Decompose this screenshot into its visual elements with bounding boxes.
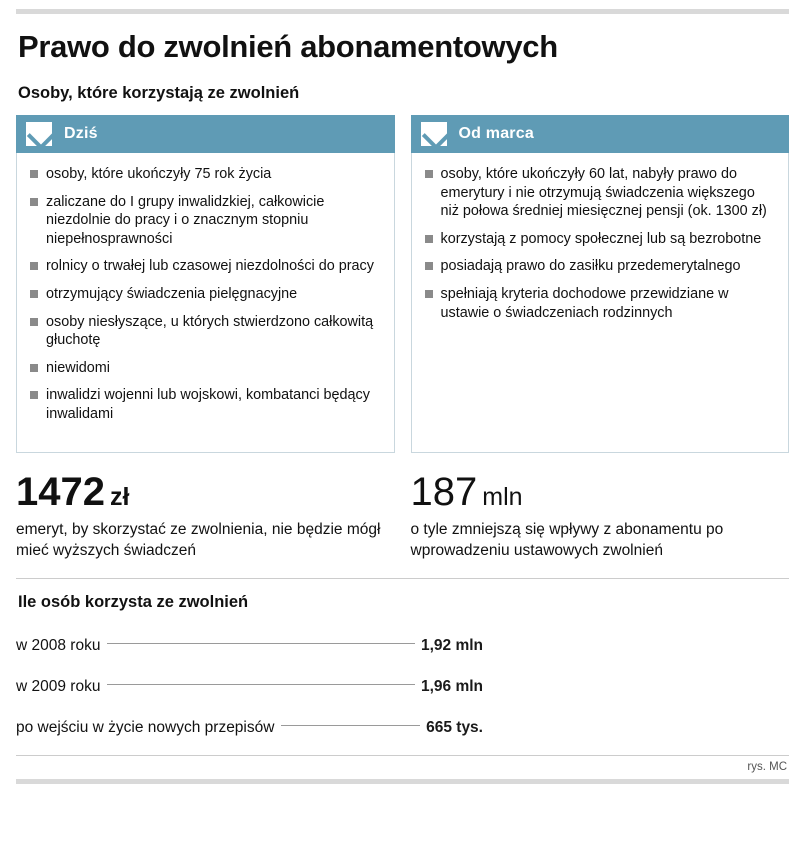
key-figure-revenue-drop (411, 471, 790, 562)
key-figure-value: 1472 (16, 470, 105, 515)
list-item: zaliczane do I grupy inwalidzkiej, całkowicie niezdolnie do pracy i o znacznym stopniu niepełnosprawności (29, 193, 382, 249)
key-figures (16, 471, 789, 562)
key-figure-unit: mln (482, 483, 523, 512)
list-item: niewidomi (29, 359, 382, 378)
chart-row-label: w 2009 roku (16, 678, 101, 696)
key-figure-value-wrap (16, 471, 395, 513)
chart-bottom-divider (16, 755, 789, 756)
chart-row-value: 1,96 mln (420, 678, 483, 696)
infographic-page (0, 9, 805, 842)
key-figure-value: 187 (410, 470, 478, 515)
leader-line (107, 684, 415, 685)
chevron-down-icon (26, 122, 52, 146)
chart-bar-track (489, 676, 789, 698)
panel-from-march-body (411, 153, 790, 453)
panel-from-march-header-label: Od marca (458, 125, 534, 143)
chart-row (16, 667, 789, 708)
list-item: posiadają prawo do zasiłku przedemerytalnego (424, 257, 777, 276)
chart-bar-track (489, 635, 789, 657)
list-item: osoby, które ukończyły 75 rok życia (29, 165, 382, 184)
list-item: korzystają z pomocy społecznej lub są bezrobotne (424, 230, 777, 249)
list-item: spełniają kryteria dochodowe przewidziane w ustawie o świadczeniach rodzinnych (424, 285, 777, 322)
panel-today-header (16, 115, 395, 153)
chart-row-value: 1,92 mln (420, 637, 483, 655)
key-figure-unit: zł (109, 483, 130, 512)
panel-today-list (29, 165, 382, 423)
panel-today-header-label: Dziś (64, 125, 98, 143)
list-item: osoby niesłyszące, u których stwierdzono całkowitą głuchotę (29, 313, 382, 350)
list-item: rolnicy o trwałej lub czasowej niezdolności do pracy (29, 257, 382, 276)
panel-from-march-header (411, 115, 790, 153)
key-figure-value-wrap (411, 471, 790, 513)
section-subtitle: Osoby, które korzystają ze zwolnień (18, 84, 300, 103)
page-title: Prawo do zwolnień abonamentowych (18, 29, 558, 64)
chart-row-label: po wejściu w życie nowych przepisów (16, 719, 275, 737)
list-item: osoby, które ukończyły 60 lat, nabyły prawo do emerytury i nie otrzymują świadczenia większego niż połowa średniej miesięcznej pensji (ok. 1300 zł) (424, 165, 777, 221)
leader-line (107, 643, 415, 644)
chart-row (16, 626, 789, 667)
key-figure-description: o tyle zmniejszą się wpływy z abonamentu po wprowadzeniu ustawowych zwolnień (410, 521, 724, 560)
credit-line: rys. MC (747, 760, 787, 773)
chart-bar-track (489, 717, 789, 739)
chart-row-value: 665 tys. (426, 719, 483, 737)
list-item: otrzymujący świadczenia pielęgnacyjne (29, 285, 382, 304)
leader-line (281, 725, 420, 726)
panel-from-march (411, 115, 790, 453)
panels-container (16, 115, 789, 453)
list-item: inwalidzi wojenni lub wojskowi, kombatanci będący inwalidami (29, 386, 382, 423)
chart-title: Ile osób korzysta ze zwolnień (18, 592, 249, 611)
chevron-down-icon (421, 122, 447, 146)
panel-from-march-list (424, 165, 777, 322)
top-divider-bar (16, 9, 789, 14)
key-figure-pension-limit (16, 471, 395, 562)
chart-row-label: w 2008 roku (16, 637, 101, 655)
key-figure-description: emeryt, by skorzystać ze zwolnienia, nie będzie mógł mieć wyższych świadczeń (16, 521, 381, 560)
chart-row (16, 708, 789, 749)
bar-chart (16, 626, 789, 749)
section-divider (16, 578, 789, 579)
panel-today (16, 115, 395, 453)
bottom-divider-bar (16, 779, 789, 784)
panel-today-body (16, 153, 395, 453)
